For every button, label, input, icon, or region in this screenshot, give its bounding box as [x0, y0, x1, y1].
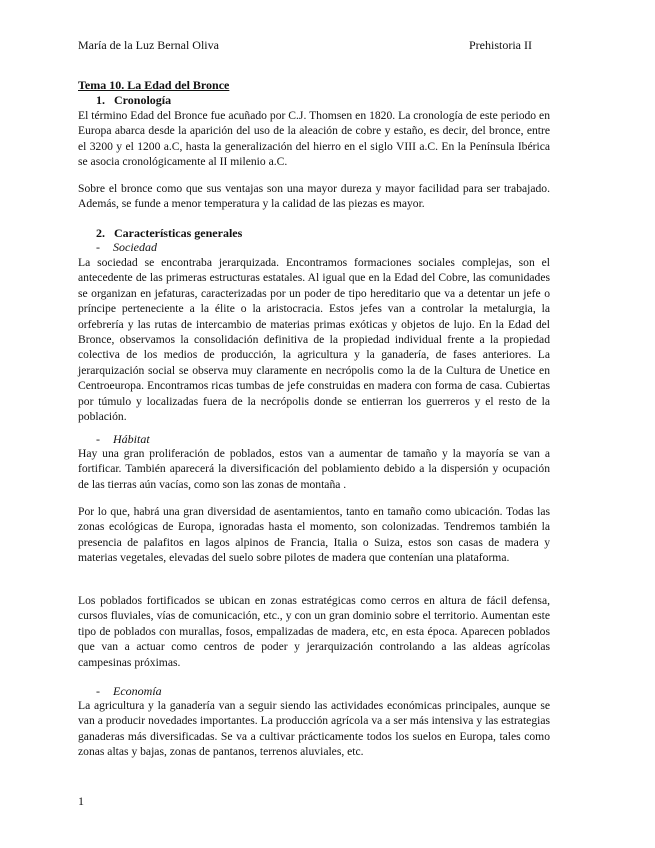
section-heading-caracteristicas	[96, 226, 242, 241]
bullet-dash: -	[96, 684, 100, 698]
section-title: Características generales	[114, 226, 243, 240]
paragraph-economia: La agricultura y la ganadería van a seguir siendo las actividades económicas principales, aunque se van a producir novedades importantes. La producción agrícola va a ser más intensiva y las estrategias ganaderas más diversificadas. Se va a cultivar prácticamente todos los suelos en Europa, tales como zonas altas y bajas, zonas de pantanos, terrenos aluviales, etc.	[78, 699, 550, 759]
subsection-sociedad	[96, 240, 157, 255]
paragraph-sociedad: La sociedad se encontraba jerarquizada. Encontramos formaciones sociales complejas, son el antecedente de las primeras estructuras estatales. Al igual que en la Edad del Cobre, las comunidades se organizan en jefaturas, caracterizadas por un poder de tipo hereditario que va a detentar un jefe o príncipe perteneciente a la élite o la aristocracia. Estos jefes van a controlar la metalurgia, la orfebrería y las rutas de intercambio de materias primas exóticas y objetos de lujo. En la Edad del Bronce, observamos la consolidación definitiva de la propiedad individual frente a la propiedad colectiva de los medios de producción, la agricultura y la ganadería, de fases anteriores. La jerarquización social se observa muy claramente en necrópolis como la de la Cultura de Unetice en Centroeuropa. Encontramos ricas tumbas de jefe construidas en madera con forma de casa. Cubiertas por túmulo y localizadas fuera de la necrópolis donde se entierran los guerreros y el resto de la población.	[78, 256, 550, 424]
paragraph-habitat-3: Los poblados fortificados se ubican en zonas estratégicas como cerros en altura de fácil defensa, cursos fluviales, vías de comunicación, etc., y con un gran dominio sobre el territorio. Aumentan este tipo de poblados con murallas, fosos, empalizadas de madera, etc, en esta época. Aparecen poblados que van a actuar como centros de poder y jerarquización controlando a las aldeas agrícolas campesinas próximas.	[78, 594, 550, 669]
subsection-label: Hábitat	[113, 432, 150, 446]
section-number: 1.	[96, 93, 105, 107]
subsection-economia	[96, 684, 162, 699]
bullet-dash: -	[96, 240, 100, 254]
document-title: Tema 10. La Edad del Bronce	[78, 78, 230, 92]
subsection-label: Sociedad	[113, 240, 157, 254]
paragraph-cronologia-1: El término Edad del Bronce fue acuñado por C.J. Thomsen en 1820. La cronología de este periodo en Europa abarca desde la aparición del uso de la aleación de cobre y estaño, es decir, del bronce, entre el 3200 y el 1200 a.C, hasta la generalización del hierro en el siglo VIII a.C. En la Península Ibérica se asocia cronológicamente al II milenio a.C.	[78, 109, 550, 169]
page-number: 1	[78, 794, 84, 808]
header-course: Prehistoria II	[469, 38, 532, 52]
paragraph-habitat-2: Por lo que, habrá una gran diversidad de asentamientos, tanto en tamaño como ubicación. Todas las zonas ecológicas de Europa, ignoradas hasta el momento, son colonizadas. Tendremos también la presencia de palafitos en lagos alpinos de Francia, Italia o Suiza, estos son casas de madera y materias vegetales, elevadas del suelo sobre pilotes de madera que contenían una plataforma.	[78, 505, 550, 565]
paragraph-cronologia-2: Sobre el bronce como que sus ventajas son una mayor dureza y mayor facilidad para ser trabajado. Además, se funde a menor temperatura y la calidad de las piezas es mayor.	[78, 182, 550, 211]
section-number: 2.	[96, 226, 105, 240]
paragraph-habitat-1: Hay una gran proliferación de poblados, estos van a aumentar de tamaño y la mayoría se van a fortificar. También aparecerá la diversificación del poblamiento debido a la dispersión y ocupación de las tierras aún vacías, como son las zonas de montaña .	[78, 447, 550, 491]
header-author: María de la Luz Bernal Oliva	[78, 38, 219, 52]
section-heading-cronologia	[96, 93, 171, 108]
subsection-label: Economía	[113, 684, 162, 698]
bullet-dash: -	[96, 432, 100, 446]
subsection-habitat	[96, 432, 150, 447]
section-title: Cronología	[114, 93, 172, 107]
